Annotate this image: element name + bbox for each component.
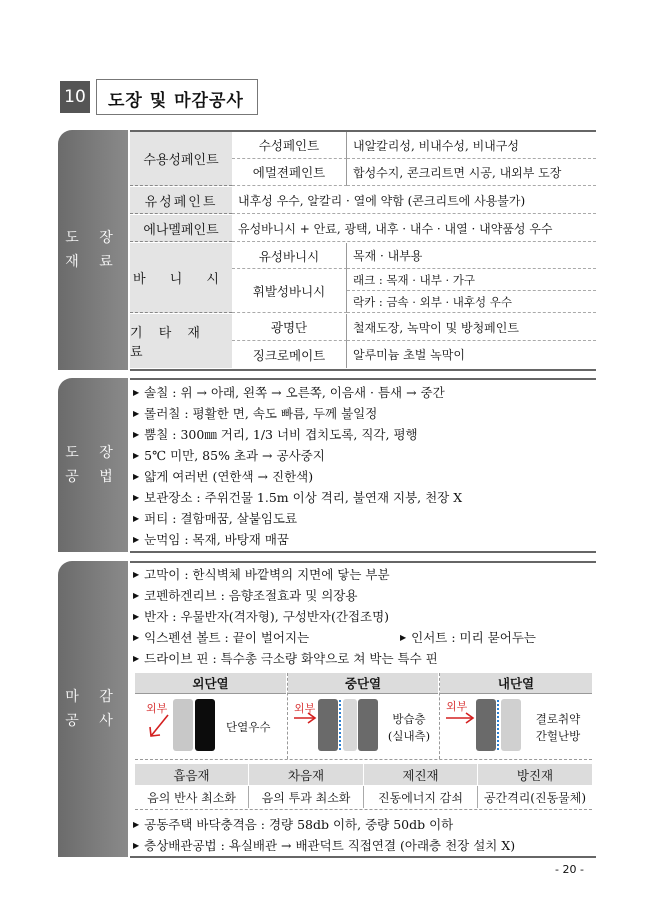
arrow-right-icon — [294, 712, 318, 724]
category-etc: 기 타 재 료 — [130, 314, 232, 368]
section3-top-rule — [130, 561, 596, 563]
desc-lacquer-1: 래크 : 목재 · 내부 · 가구 — [347, 269, 596, 291]
page-title: 도장 및 마감공사 — [108, 91, 244, 111]
method-bullet: ▶ 5℃ 미만, 85% 초과 → 공사중지 — [133, 446, 325, 464]
tab-line-1: 도 장 — [65, 230, 121, 246]
outside-label: 외부 — [294, 702, 316, 715]
insulation-header-outer: 외단열 — [135, 673, 286, 694]
category-varnish: 바 니 시 — [130, 243, 232, 313]
tab-line-2: 재 료 — [65, 254, 121, 270]
sub-emulsion-paint: 에멀젼페인트 — [232, 159, 347, 186]
insulation-layer — [173, 699, 193, 751]
wall-layer — [358, 699, 378, 751]
category-enamel-paint: 에나멜페인트 — [130, 215, 232, 242]
tab-line-2: 공 사 — [65, 713, 121, 729]
tab-line-1: 마 감 — [65, 689, 121, 705]
desc-lacquer-2: 락카 : 금속 · 외부 · 내후성 우수 — [347, 291, 596, 313]
diagram-bottom-rule — [135, 759, 592, 760]
material-value: 진동에너지 감쇠 — [364, 786, 478, 808]
sub-water-paint: 수성페인트 — [232, 132, 347, 159]
sub-volatile-varnish: 휘발성바니시 — [232, 269, 347, 313]
section1-tab — [58, 130, 128, 370]
divider — [439, 673, 440, 759]
material-header: 차음재 — [249, 764, 364, 785]
method-bullet: ▶ 뿜칠 : 300㎜ 거리, 1/3 너비 겹치도록, 직각, 평행 — [133, 425, 418, 443]
finish-bullet: ▶ 드라이브 핀 : 특수총 극소량 화약으로 쳐 박는 특수 핀 — [133, 649, 438, 667]
inner-label-1: 결로취약 — [535, 712, 581, 726]
desc-enamel-paint: 유성바니시 + 안료, 광택, 내후 · 내수 · 내열 · 내약품성 우수 — [232, 215, 596, 242]
diagonal-arrow-icon — [146, 712, 172, 740]
material-value: 음의 투과 최소화 — [249, 786, 364, 808]
outer-label: 단열우수 — [226, 720, 271, 734]
material-header: 제진재 — [364, 764, 478, 785]
method-bullet: ▶ 얇게 여러번 (연한색 → 진한색) — [133, 467, 313, 485]
section2-tab — [58, 378, 128, 552]
section3-bottom-rule — [130, 856, 596, 858]
section2-top-rule — [130, 378, 596, 380]
sub-oil-varnish: 유성바니시 — [232, 243, 347, 269]
divider — [287, 673, 288, 759]
section3-tab — [58, 561, 128, 857]
tab-line-2: 공 법 — [65, 469, 121, 485]
desc-oil-paint: 내후성 우수, 알칼리 · 열에 약함 (콘크리트에 사용불가) — [232, 187, 596, 214]
vapor-barrier — [339, 700, 342, 750]
insulation-header-inner: 내단열 — [440, 673, 592, 694]
finish-bullet: ▶ 고막이 : 한식벽체 바깥벽의 지면에 닿는 부분 — [133, 565, 390, 583]
finish-bullet: ▶ 층상배관공법 : 욕실배관 → 배관덕트 직접연결 (아래층 천장 설치 X) — [133, 836, 515, 854]
method-bullet: ▶ 롤러칠 : 평활한 면, 속도 빠름, 두께 불일정 — [133, 404, 377, 422]
method-bullet: ▶ 솔칠 : 위 → 아래, 왼쪽 → 오른쪽, 이음새 · 틈새 → 중간 — [133, 383, 445, 401]
finish-bullet: ▶ 코펜하겐리브 : 음향조절효과 및 의장용 — [133, 586, 357, 604]
outside-label: 외부 — [146, 702, 168, 715]
page-number: - 20 - — [555, 863, 584, 876]
desc-emulsion-paint: 합성수지, 콘크리트면 시공, 내외부 도장 — [347, 159, 596, 186]
wall-layer — [318, 699, 338, 751]
finish-bullet: ▶ 익스펜션 볼트 : 끝이 벌어지는 — [133, 628, 309, 646]
finish-bullet-insert: ▶ 인서트 : 미리 묻어두는 — [400, 628, 536, 646]
method-bullet: ▶ 퍼티 : 결함매꿈, 살붙임도료 — [133, 509, 297, 527]
material-value: 음의 반사 최소화 — [135, 786, 249, 808]
insulation-header-middle: 중단열 — [288, 673, 438, 694]
desc-water-paint: 내알칼리성, 비내수성, 비내구성 — [347, 132, 596, 159]
sub-red-lead: 광명단 — [232, 314, 347, 341]
wall-layer — [195, 699, 215, 751]
outside-label: 외부 — [446, 700, 468, 713]
desc-red-lead: 철재도장, 녹막이 및 방청페인트 — [347, 314, 596, 341]
method-bullet: ▶ 보관장소 : 주위건물 1.5m 이상 격리, 불연재 지붕, 천장 X — [133, 488, 462, 506]
arrow-right-icon — [446, 712, 476, 724]
wall-layer — [476, 699, 496, 751]
category-water-paint: 수용성페인트 — [130, 132, 232, 186]
category-oil-paint: 유성페인트 — [130, 187, 232, 214]
finish-bullet: ▶ 공동주택 바닥충격음 : 경량 58db 이하, 중량 50db 이하 — [133, 815, 453, 833]
tab-line-1: 도 장 — [65, 445, 121, 461]
insulation-layer — [501, 699, 521, 751]
section1-bottom-rule — [130, 369, 596, 371]
material-value: 공간격리(진동물체) — [483, 790, 587, 805]
sub-zinc-chromate: 징크로메이트 — [232, 341, 347, 368]
material-header: 방진재 — [478, 764, 592, 785]
desc-oil-varnish: 목재 · 내부용 — [347, 243, 596, 269]
middle-label-1: 방습층 — [392, 712, 426, 726]
inner-label-2: 간헐난방 — [535, 729, 581, 743]
insulation-layer — [343, 699, 357, 751]
vapor-barrier — [497, 700, 500, 750]
section-number: 10 — [60, 81, 90, 113]
method-bullet: ▶ 눈먹임 : 목재, 바탕재 매꿈 — [133, 530, 289, 548]
middle-label-2: (실내측) — [387, 729, 431, 743]
section2-bottom-rule — [130, 551, 596, 553]
material-header: 흡음재 — [135, 764, 249, 785]
finish-bullet: ▶ 반자 : 우물반자(격자형), 구성반자(간접조명) — [133, 607, 389, 625]
materials-bottom-rule — [135, 809, 592, 810]
desc-zinc-chromate: 알루미늄 초벌 녹막이 — [353, 348, 465, 362]
